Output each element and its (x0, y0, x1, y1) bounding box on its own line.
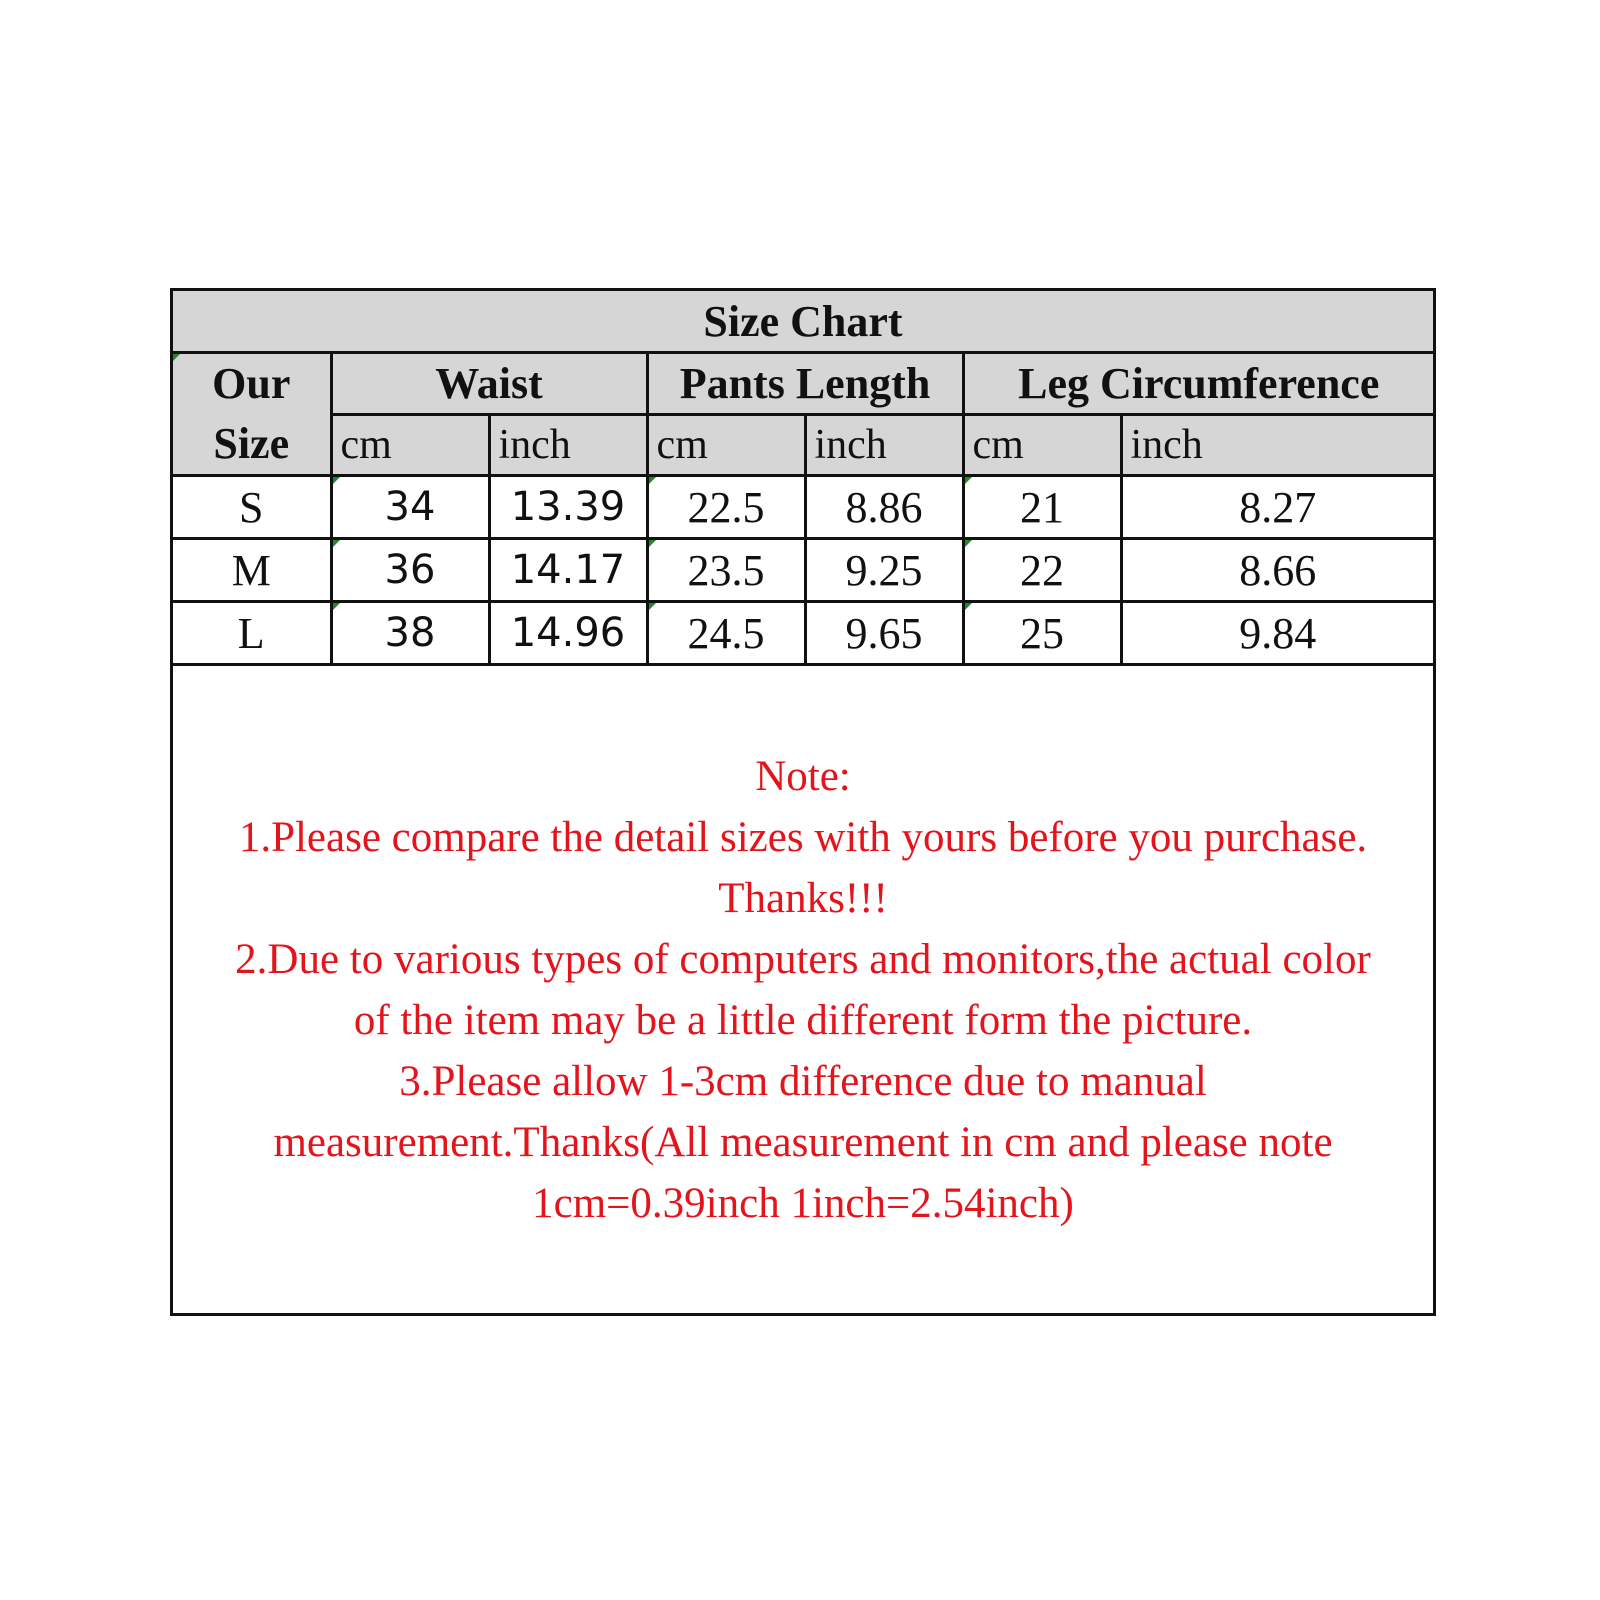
note-line: measurement.Thanks(All measurement in cm and please note (273, 1119, 1333, 1166)
our-size-header-line1: Our (212, 359, 291, 408)
unit-header: cm (331, 414, 489, 476)
table-cell: 24.5 (647, 602, 805, 665)
table-row (173, 476, 1433, 539)
unit-header: cm (963, 414, 1121, 476)
our-size-header-line2: Size (213, 419, 290, 468)
group-header-leg-circumference: Leg Circumference (963, 353, 1433, 415)
group-header-pants-length: Pants Length (647, 353, 963, 415)
table-cell: 9.25 (805, 539, 963, 602)
table-cell: 8.66 (1121, 539, 1433, 602)
size-label: M (173, 539, 331, 602)
table-cell: 14.17 (489, 539, 647, 602)
table-cell: 8.86 (805, 476, 963, 539)
table-cell: 36 (331, 539, 489, 602)
note-line: 2.Due to various types of computers and monitors,the actual color (235, 936, 1371, 983)
note-line: 1cm=0.39inch 1inch=2.54inch) (532, 1180, 1074, 1227)
unit-header: inch (489, 414, 647, 476)
table-cell: 14.96 (489, 602, 647, 665)
our-size-header (173, 353, 331, 476)
table-title: Size Chart (173, 291, 1433, 353)
table-row (173, 539, 1433, 602)
size-label: L (173, 602, 331, 665)
size-chart-frame (170, 288, 1436, 1316)
table-cell: 25 (963, 602, 1121, 665)
table-cell: 13.39 (489, 476, 647, 539)
note-line: of the item may be a little different form the picture. (353, 997, 1253, 1044)
group-header-waist: Waist (331, 353, 647, 415)
unit-header: inch (1121, 414, 1433, 476)
table-cell: 34 (331, 476, 489, 539)
size-label: S (173, 476, 331, 539)
size-chart-table (173, 291, 1433, 666)
table-cell: 21 (963, 476, 1121, 539)
table-cell: 38 (331, 602, 489, 665)
unit-header: inch (805, 414, 963, 476)
unit-header: cm (647, 414, 805, 476)
table-cell: 22 (963, 539, 1121, 602)
table-row (173, 602, 1433, 665)
note-line: 1.Please compare the detail sizes with yours before you purchase. (238, 814, 1368, 861)
note-heading: Note: (755, 753, 851, 800)
note-line: Thanks!!! (718, 875, 888, 922)
table-cell: 8.27 (1121, 476, 1433, 539)
note-line: 3.Please allow 1-3cm difference due to manual (399, 1058, 1207, 1105)
table-cell: 23.5 (647, 539, 805, 602)
table-cell: 22.5 (647, 476, 805, 539)
table-cell: 9.65 (805, 602, 963, 665)
table-cell: 9.84 (1121, 602, 1433, 665)
note-block (173, 746, 1433, 1234)
